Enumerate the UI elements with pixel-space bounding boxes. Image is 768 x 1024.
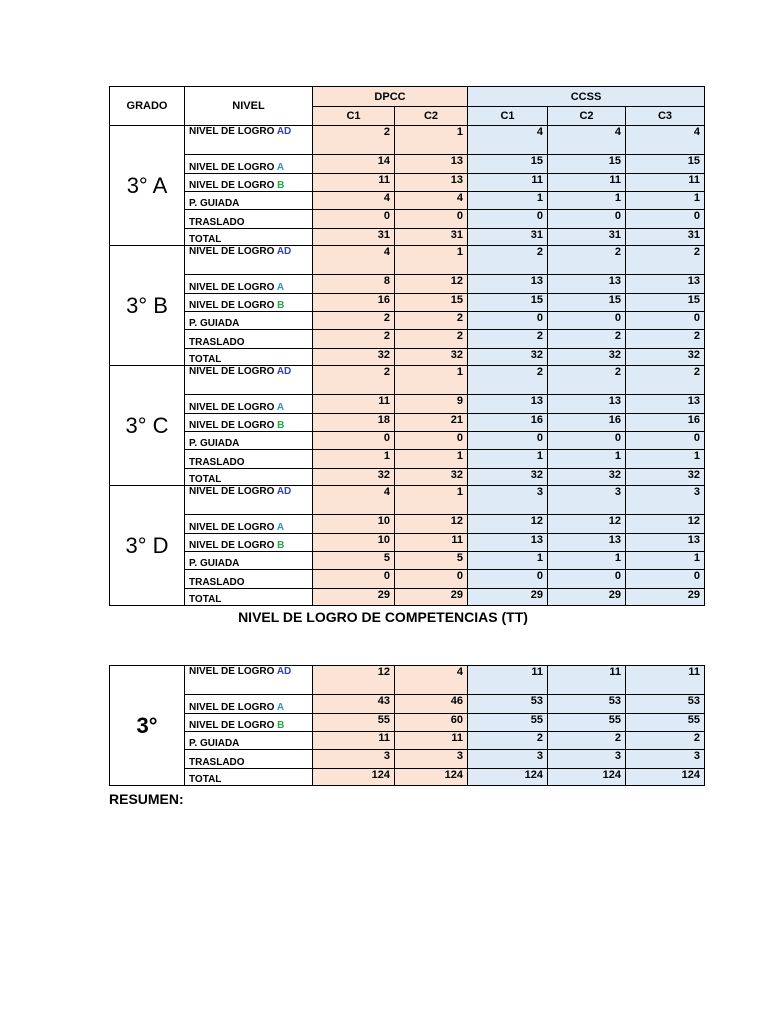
value-cell: 0 bbox=[626, 312, 705, 330]
table-row bbox=[110, 589, 705, 606]
value-cell: 15 bbox=[548, 155, 626, 174]
value-cell: 32 bbox=[548, 469, 626, 486]
value-cell: 1 bbox=[548, 192, 626, 210]
value-cell: 2 bbox=[548, 732, 626, 750]
value-cell: 0 bbox=[626, 210, 705, 229]
value-cell: 4 bbox=[626, 126, 705, 155]
nivel-label bbox=[185, 395, 313, 414]
value-cell: 31 bbox=[395, 229, 468, 246]
level-code: A bbox=[276, 282, 285, 293]
value-cell: 12 bbox=[313, 666, 395, 695]
table-row bbox=[110, 246, 705, 275]
value-cell: 0 bbox=[313, 210, 395, 229]
value-cell: 29 bbox=[548, 589, 626, 606]
table-row bbox=[110, 414, 705, 432]
nivel-label bbox=[185, 229, 313, 246]
value-cell: 31 bbox=[626, 229, 705, 246]
nivel-label-text: NIVEL DE LOGRO bbox=[189, 420, 275, 431]
value-cell: 124 bbox=[468, 769, 548, 786]
nivel-label-text: NIVEL DE LOGRO bbox=[189, 720, 275, 731]
value-cell: 3 bbox=[395, 750, 468, 769]
grado-cell-1: 3° B bbox=[110, 246, 185, 366]
grado-cell-3: 3° D bbox=[110, 486, 185, 606]
value-cell: 31 bbox=[468, 229, 548, 246]
level-code: AD bbox=[276, 666, 292, 677]
table-row bbox=[110, 666, 705, 695]
value-cell: 2 bbox=[313, 330, 395, 349]
value-cell: 1 bbox=[395, 486, 468, 515]
table-row bbox=[110, 192, 705, 210]
value-cell: 4 bbox=[395, 666, 468, 695]
value-cell: 3 bbox=[548, 486, 626, 515]
table-row bbox=[110, 312, 705, 330]
value-cell: 1 bbox=[548, 552, 626, 570]
nivel-label-text: NIVEL DE LOGRO bbox=[189, 126, 275, 137]
value-cell: 124 bbox=[548, 769, 626, 786]
table-row bbox=[110, 275, 705, 294]
table-row bbox=[110, 155, 705, 174]
level-code: A bbox=[276, 702, 285, 713]
value-cell: 1 bbox=[468, 552, 548, 570]
value-cell: 3 bbox=[468, 486, 548, 515]
nivel-label-text: TOTAL bbox=[189, 594, 222, 605]
nivel-label bbox=[185, 246, 313, 275]
nivel-label-text: TOTAL bbox=[189, 234, 222, 245]
value-cell: 13 bbox=[626, 395, 705, 414]
value-cell: 12 bbox=[626, 515, 705, 534]
value-cell: 2 bbox=[468, 366, 548, 395]
summary-body bbox=[110, 666, 705, 786]
value-cell: 4 bbox=[313, 246, 395, 275]
value-cell: 1 bbox=[626, 450, 705, 469]
nivel-label bbox=[185, 432, 313, 450]
table-row bbox=[110, 732, 705, 750]
header-nivel: NIVEL bbox=[185, 87, 313, 126]
value-cell: 4 bbox=[468, 126, 548, 155]
value-cell: 1 bbox=[395, 450, 468, 469]
value-cell: 15 bbox=[468, 155, 548, 174]
value-cell: 12 bbox=[548, 515, 626, 534]
nivel-label bbox=[185, 294, 313, 312]
value-cell: 2 bbox=[626, 246, 705, 275]
value-cell: 0 bbox=[313, 432, 395, 450]
value-cell: 32 bbox=[313, 469, 395, 486]
nivel-label bbox=[185, 534, 313, 552]
value-cell: 32 bbox=[468, 349, 548, 366]
value-cell: 31 bbox=[313, 229, 395, 246]
value-cell: 15 bbox=[395, 294, 468, 312]
value-cell: 4 bbox=[395, 192, 468, 210]
value-cell: 11 bbox=[626, 174, 705, 192]
value-cell: 11 bbox=[313, 174, 395, 192]
value-cell: 11 bbox=[468, 174, 548, 192]
value-cell: 46 bbox=[395, 695, 468, 714]
nivel-label-text: P. GUIADA bbox=[189, 438, 240, 449]
value-cell: 1 bbox=[468, 192, 548, 210]
nivel-label-text: TRASLADO bbox=[189, 337, 245, 348]
value-cell: 15 bbox=[626, 155, 705, 174]
nivel-label bbox=[185, 330, 313, 349]
value-cell: 10 bbox=[313, 515, 395, 534]
value-cell: 1 bbox=[313, 450, 395, 469]
table-row bbox=[110, 330, 705, 349]
value-cell: 11 bbox=[548, 666, 626, 695]
header-group-dpcc: DPCC bbox=[313, 87, 468, 107]
nivel-label-text: NIVEL DE LOGRO bbox=[189, 522, 275, 533]
value-cell: 32 bbox=[468, 469, 548, 486]
value-cell: 0 bbox=[395, 570, 468, 589]
value-cell: 14 bbox=[313, 155, 395, 174]
level-code: A bbox=[276, 522, 285, 533]
level-code: B bbox=[277, 420, 285, 431]
nivel-label bbox=[185, 366, 313, 395]
nivel-label-text: P. GUIADA bbox=[189, 318, 240, 329]
nivel-label-text: NIVEL DE LOGRO bbox=[189, 486, 275, 497]
value-cell: 8 bbox=[313, 275, 395, 294]
header-ccss-c3: C3 bbox=[626, 107, 705, 126]
value-cell: 2 bbox=[548, 366, 626, 395]
value-cell: 2 bbox=[548, 330, 626, 349]
nivel-label bbox=[185, 349, 313, 366]
value-cell: 2 bbox=[626, 366, 705, 395]
table-body bbox=[110, 126, 705, 606]
value-cell: 11 bbox=[395, 732, 468, 750]
table-row bbox=[110, 714, 705, 732]
value-cell: 1 bbox=[468, 450, 548, 469]
nivel-label-text: NIVEL DE LOGRO bbox=[189, 300, 275, 311]
nivel-label bbox=[185, 732, 313, 750]
nivel-label bbox=[185, 126, 313, 155]
value-cell: 55 bbox=[626, 714, 705, 732]
nivel-label-text: TRASLADO bbox=[189, 757, 245, 768]
value-cell: 15 bbox=[548, 294, 626, 312]
nivel-label-text: P. GUIADA bbox=[189, 558, 240, 569]
nivel-label bbox=[185, 469, 313, 486]
header-dpcc-c2: C2 bbox=[395, 107, 468, 126]
value-cell: 2 bbox=[313, 312, 395, 330]
table-row bbox=[110, 469, 705, 486]
table-row bbox=[110, 210, 705, 229]
value-cell: 0 bbox=[313, 570, 395, 589]
table-row bbox=[110, 294, 705, 312]
nivel-label bbox=[185, 750, 313, 769]
value-cell: 12 bbox=[395, 275, 468, 294]
value-cell: 15 bbox=[468, 294, 548, 312]
value-cell: 55 bbox=[468, 714, 548, 732]
value-cell: 55 bbox=[548, 714, 626, 732]
value-cell: 32 bbox=[626, 349, 705, 366]
nivel-label bbox=[185, 174, 313, 192]
value-cell: 53 bbox=[548, 695, 626, 714]
nivel-label-text: P. GUIADA bbox=[189, 198, 240, 209]
value-cell: 0 bbox=[548, 570, 626, 589]
competency-table bbox=[109, 86, 705, 606]
nivel-label bbox=[185, 769, 313, 786]
value-cell: 3 bbox=[626, 486, 705, 515]
value-cell: 0 bbox=[548, 210, 626, 229]
value-cell: 11 bbox=[468, 666, 548, 695]
value-cell: 2 bbox=[468, 330, 548, 349]
level-code: A bbox=[276, 402, 285, 413]
nivel-label-text: TOTAL bbox=[189, 474, 222, 485]
value-cell: 4 bbox=[313, 192, 395, 210]
header-group-ccss: CCSS bbox=[468, 87, 705, 107]
nivel-label bbox=[185, 486, 313, 515]
level-code: B bbox=[277, 720, 285, 731]
value-cell: 13 bbox=[626, 275, 705, 294]
value-cell: 0 bbox=[548, 312, 626, 330]
nivel-label bbox=[185, 275, 313, 294]
nivel-label-text: NIVEL DE LOGRO bbox=[189, 702, 275, 713]
value-cell: 29 bbox=[395, 589, 468, 606]
table-row bbox=[110, 450, 705, 469]
level-code: B bbox=[277, 180, 285, 191]
value-cell: 3 bbox=[548, 750, 626, 769]
value-cell: 2 bbox=[468, 246, 548, 275]
value-cell: 11 bbox=[395, 534, 468, 552]
nivel-label bbox=[185, 552, 313, 570]
table-row bbox=[110, 126, 705, 155]
table-row bbox=[110, 552, 705, 570]
value-cell: 32 bbox=[626, 469, 705, 486]
nivel-label bbox=[185, 450, 313, 469]
table-row bbox=[110, 349, 705, 366]
value-cell: 29 bbox=[626, 589, 705, 606]
level-code: AD bbox=[276, 486, 292, 497]
header-ccss-c1: C1 bbox=[468, 107, 548, 126]
nivel-label-text: TRASLADO bbox=[189, 457, 245, 468]
value-cell: 124 bbox=[395, 769, 468, 786]
value-cell: 4 bbox=[313, 486, 395, 515]
value-cell: 5 bbox=[313, 552, 395, 570]
value-cell: 13 bbox=[395, 174, 468, 192]
nivel-label-text: NIVEL DE LOGRO bbox=[189, 282, 275, 293]
table-row bbox=[110, 769, 705, 786]
value-cell: 124 bbox=[626, 769, 705, 786]
level-code: AD bbox=[276, 126, 292, 137]
value-cell: 15 bbox=[626, 294, 705, 312]
table-row bbox=[110, 174, 705, 192]
value-cell: 16 bbox=[548, 414, 626, 432]
value-cell: 60 bbox=[395, 714, 468, 732]
value-cell: 2 bbox=[313, 126, 395, 155]
value-cell: 9 bbox=[395, 395, 468, 414]
value-cell: 13 bbox=[468, 534, 548, 552]
value-cell: 13 bbox=[626, 534, 705, 552]
value-cell: 11 bbox=[548, 174, 626, 192]
value-cell: 1 bbox=[548, 450, 626, 469]
resumen-label: RESUMEN: bbox=[109, 791, 184, 807]
header-grado: GRADO bbox=[110, 87, 185, 126]
value-cell: 3 bbox=[468, 750, 548, 769]
table-row bbox=[110, 229, 705, 246]
nivel-label bbox=[185, 312, 313, 330]
value-cell: 32 bbox=[313, 349, 395, 366]
value-cell: 13 bbox=[395, 155, 468, 174]
value-cell: 1 bbox=[626, 192, 705, 210]
value-cell: 32 bbox=[395, 469, 468, 486]
table-row bbox=[110, 515, 705, 534]
nivel-label-text: TRASLADO bbox=[189, 577, 245, 588]
nivel-label-text: TOTAL bbox=[189, 354, 222, 365]
value-cell: 2 bbox=[626, 330, 705, 349]
nivel-label bbox=[185, 570, 313, 589]
table-row bbox=[110, 486, 705, 515]
value-cell: 32 bbox=[548, 349, 626, 366]
nivel-label-text: P. GUIADA bbox=[189, 738, 240, 749]
value-cell: 12 bbox=[395, 515, 468, 534]
value-cell: 2 bbox=[395, 312, 468, 330]
level-code: B bbox=[277, 540, 285, 551]
table-row bbox=[110, 750, 705, 769]
nivel-label bbox=[185, 695, 313, 714]
value-cell: 5 bbox=[395, 552, 468, 570]
value-cell: 0 bbox=[468, 570, 548, 589]
value-cell: 4 bbox=[548, 126, 626, 155]
header-dpcc-c1: C1 bbox=[313, 107, 395, 126]
value-cell: 31 bbox=[548, 229, 626, 246]
value-cell: 2 bbox=[548, 246, 626, 275]
value-cell: 3 bbox=[626, 750, 705, 769]
value-cell: 11 bbox=[313, 732, 395, 750]
nivel-label bbox=[185, 192, 313, 210]
grado-cell-summary: 3° bbox=[110, 666, 185, 786]
nivel-label bbox=[185, 414, 313, 432]
value-cell: 0 bbox=[468, 210, 548, 229]
nivel-label bbox=[185, 666, 313, 695]
nivel-label bbox=[185, 515, 313, 534]
nivel-label bbox=[185, 714, 313, 732]
value-cell: 32 bbox=[395, 349, 468, 366]
summary-table bbox=[109, 665, 705, 786]
value-cell: 21 bbox=[395, 414, 468, 432]
value-cell: 1 bbox=[626, 552, 705, 570]
table-row bbox=[110, 534, 705, 552]
value-cell: 53 bbox=[626, 695, 705, 714]
value-cell: 124 bbox=[313, 769, 395, 786]
nivel-label bbox=[185, 210, 313, 229]
grado-cell-2: 3° C bbox=[110, 366, 185, 486]
value-cell: 0 bbox=[468, 432, 548, 450]
level-code: AD bbox=[276, 366, 292, 377]
value-cell: 13 bbox=[468, 275, 548, 294]
value-cell: 43 bbox=[313, 695, 395, 714]
value-cell: 16 bbox=[626, 414, 705, 432]
nivel-label bbox=[185, 155, 313, 174]
value-cell: 0 bbox=[548, 432, 626, 450]
value-cell: 16 bbox=[313, 294, 395, 312]
value-cell: 29 bbox=[313, 589, 395, 606]
value-cell: 12 bbox=[468, 515, 548, 534]
value-cell: 1 bbox=[395, 366, 468, 395]
nivel-label-text: NIVEL DE LOGRO bbox=[189, 246, 275, 257]
value-cell: 0 bbox=[626, 570, 705, 589]
value-cell: 53 bbox=[468, 695, 548, 714]
table-row bbox=[110, 366, 705, 395]
nivel-label-text: NIVEL DE LOGRO bbox=[189, 366, 275, 377]
nivel-label-text: NIVEL DE LOGRO bbox=[189, 402, 275, 413]
value-cell: 2 bbox=[395, 330, 468, 349]
table-row bbox=[110, 395, 705, 414]
table-caption: NIVEL DE LOGRO DE COMPETENCIAS (TT) bbox=[238, 609, 528, 625]
value-cell: 13 bbox=[468, 395, 548, 414]
value-cell: 2 bbox=[626, 732, 705, 750]
value-cell: 18 bbox=[313, 414, 395, 432]
nivel-label-text: NIVEL DE LOGRO bbox=[189, 540, 275, 551]
table-row bbox=[110, 695, 705, 714]
level-code: B bbox=[277, 300, 285, 311]
table-row bbox=[110, 570, 705, 589]
table-row bbox=[110, 432, 705, 450]
value-cell: 0 bbox=[468, 312, 548, 330]
nivel-label-text: NIVEL DE LOGRO bbox=[189, 666, 275, 677]
value-cell: 0 bbox=[626, 432, 705, 450]
value-cell: 16 bbox=[468, 414, 548, 432]
nivel-label-text: TOTAL bbox=[189, 774, 222, 785]
value-cell: 29 bbox=[468, 589, 548, 606]
value-cell: 13 bbox=[548, 395, 626, 414]
value-cell: 3 bbox=[313, 750, 395, 769]
nivel-label-text: NIVEL DE LOGRO bbox=[189, 162, 275, 173]
value-cell: 11 bbox=[626, 666, 705, 695]
value-cell: 55 bbox=[313, 714, 395, 732]
value-cell: 2 bbox=[313, 366, 395, 395]
value-cell: 2 bbox=[468, 732, 548, 750]
value-cell: 11 bbox=[313, 395, 395, 414]
header-ccss-c2: C2 bbox=[548, 107, 626, 126]
value-cell: 0 bbox=[395, 432, 468, 450]
nivel-label-text: NIVEL DE LOGRO bbox=[189, 180, 275, 191]
nivel-label bbox=[185, 589, 313, 606]
nivel-label-text: TRASLADO bbox=[189, 217, 245, 228]
value-cell: 13 bbox=[548, 534, 626, 552]
value-cell: 1 bbox=[395, 246, 468, 275]
grado-cell-0: 3° A bbox=[110, 126, 185, 246]
level-code: A bbox=[276, 162, 285, 173]
value-cell: 10 bbox=[313, 534, 395, 552]
value-cell: 0 bbox=[395, 210, 468, 229]
value-cell: 13 bbox=[548, 275, 626, 294]
value-cell: 1 bbox=[395, 126, 468, 155]
level-code: AD bbox=[276, 246, 292, 257]
